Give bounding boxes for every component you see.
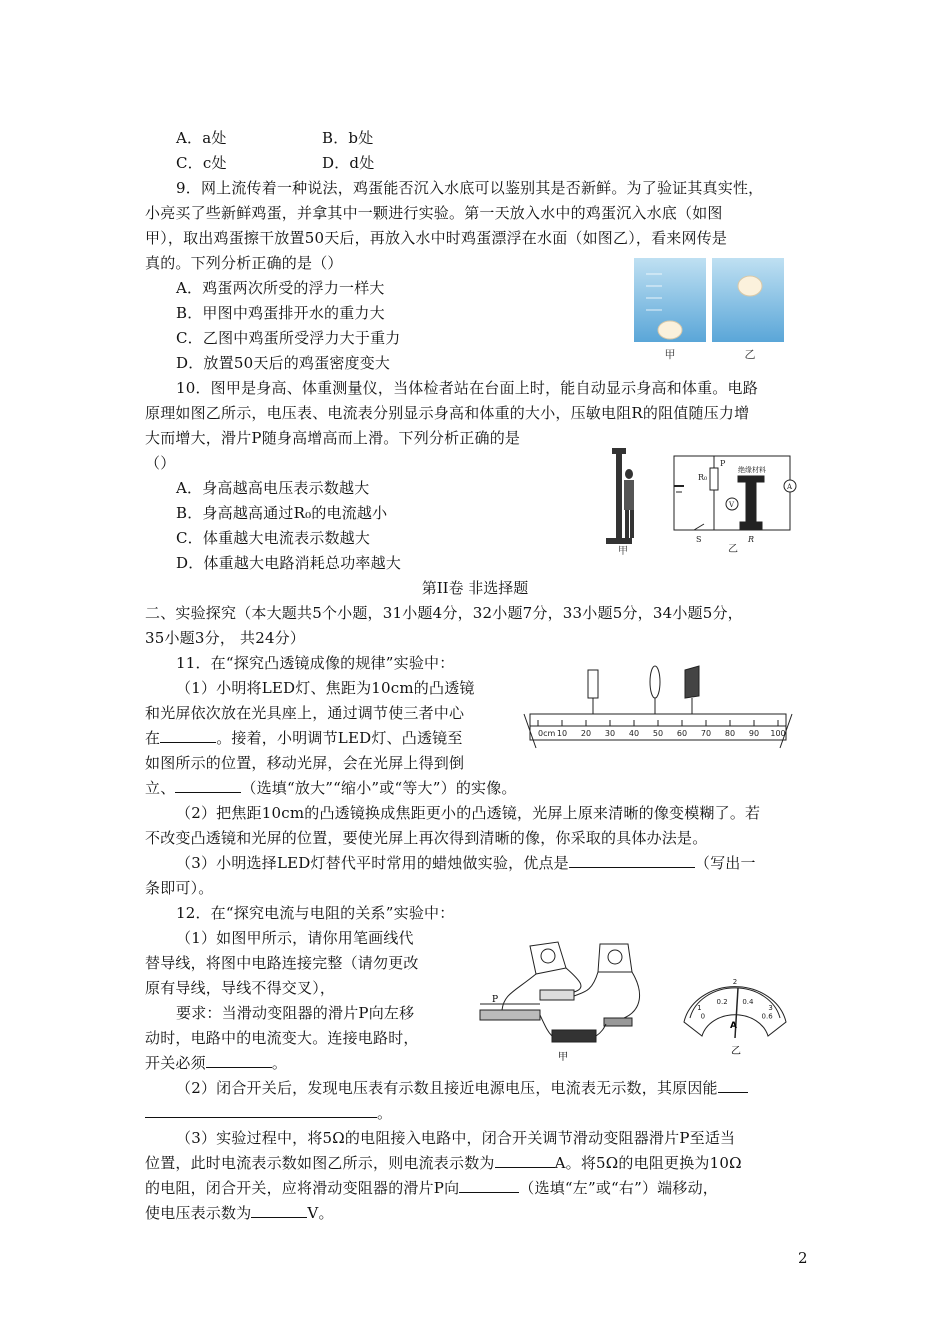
label-a: A: [787, 483, 793, 491]
meter-scale-label: 0.4: [742, 998, 754, 1006]
rheostat-icon: [480, 1010, 540, 1020]
switch-icon: [604, 1018, 632, 1026]
height-weight-circuit-figure: [598, 446, 798, 558]
q10-stem-line: 10．图甲是身高、体重测量仪，当体检者站在台面上时，能自动显示身高和体重。电路: [176, 379, 758, 397]
q12-text: 替导线，将图中电路连接完整（请勿更改: [145, 954, 419, 972]
fig-label-yi: 乙: [744, 348, 756, 361]
ruler-tick-label: 30: [604, 729, 616, 738]
answer-blank[interactable]: [459, 1178, 519, 1193]
q11-text: （2）把焦距10cm的凸透镜换成焦距更小的凸透镜，光屏上原来清晰的像变模糊了。若: [176, 804, 761, 822]
q9-option-a: A．鸡蛋两次所受的浮力一样大: [176, 279, 385, 297]
q10-option-a: A．身高越高电压表示数越大: [176, 479, 370, 497]
q11-text: 在 。接着，小明调节LED灯、凸透镜至: [145, 729, 463, 747]
resistor-icon: [540, 990, 574, 1000]
q12-text: 要求：当滑动变阻器的滑片P向左移: [176, 1004, 415, 1022]
fig-label-jia: 甲: [558, 1052, 568, 1063]
egg-sunk: [658, 321, 682, 339]
ruler-tick-label: 20: [580, 729, 592, 738]
meter-scale-label: 3: [768, 1004, 773, 1013]
q8-option-a: A．a处: [176, 129, 227, 147]
q12-text: 的电阻，闭合开关，应将滑动变阻器的滑片P向 （选填“左”或“右”）端移动，: [145, 1179, 718, 1197]
meter-unit: A: [730, 1021, 737, 1031]
answer-blank[interactable]: [145, 1103, 377, 1118]
q9-stem-line: 9．网上流传着一种说法，鸡蛋能否沉入水底可以鉴别其是否新鲜。为了验证其真实性，: [176, 179, 764, 197]
q12-text: 动时，电路中的电流变大。连接电路时，: [145, 1029, 419, 1047]
section-title: 第II卷 非选择题: [421, 579, 529, 597]
label-s: S: [696, 535, 702, 544]
fig-label-jia: 甲: [664, 348, 676, 361]
ruler-ticks: [538, 720, 786, 738]
q12-text: 使电压表示数为 V。: [145, 1204, 334, 1222]
q11-text: 和光屏依次放在光具座上，通过调节使三者中心: [145, 704, 465, 722]
answer-blank[interactable]: [251, 1203, 307, 1218]
meter-scale-label: 0.2: [716, 998, 728, 1006]
light-screen-icon: [685, 666, 699, 698]
label-insulating-material: 绝缘材料: [738, 466, 766, 474]
fig-label-yi: 乙: [731, 1046, 741, 1057]
ruler-tick-label: 70: [700, 729, 712, 738]
battery-icon: [552, 1030, 596, 1042]
beaker-yi: [712, 258, 784, 342]
answer-blank[interactable]: [569, 853, 695, 868]
answer-blank[interactable]: [160, 728, 216, 743]
q12-text: （3）实验过程中，将5Ω的电阻接入电路中，闭合开关调节滑动变阻器滑片P至适当: [176, 1129, 736, 1147]
q10-option-c: C．体重越大电流表示数越大: [176, 529, 371, 547]
ruler-tick-label: 90: [748, 729, 760, 738]
q9-stem-line: 甲），取出鸡蛋擦干放置50天后，再放入水中时鸡蛋漂浮在水面（如图乙），看来网传是: [145, 229, 728, 247]
page-number: 2: [798, 1249, 808, 1267]
q12-text: 位置，此时电流表示数如图乙所示，则电流表示数为 A。将5Ω的电阻更换为10Ω: [145, 1154, 742, 1172]
q9-stem-line: 真的。下列分析正确的是（）: [145, 254, 343, 272]
ammeter-icon: [598, 944, 632, 972]
q12-stem: 12．在“探究电流与电阻的关系”实验中：: [176, 904, 455, 922]
q9-stem-line: 小亮买了些新鲜鸡蛋，并拿其中一颗进行实验。第一天放入水中的鸡蛋沉入水底（如图: [145, 204, 723, 222]
label-p: P: [720, 459, 726, 468]
circuit-diagram: [674, 456, 796, 530]
q12-text: （2）闭合开关后，发现电压表有示数且接近电源电压，电流表无示数，其原因能: [176, 1078, 748, 1098]
voltmeter-icon: [530, 942, 566, 974]
q10-stem-line: 原理如图乙所示，电压表、电流表分别显示身高和体重的大小，压敏电阻R的阻值随压力增: [145, 404, 750, 422]
answer-blank[interactable]: [718, 1078, 748, 1093]
convex-lens-icon: [650, 666, 660, 698]
q11-text: （3）小明选择LED灯替代平时常用的蜡烛做实验，优点是 （写出一: [176, 854, 756, 872]
q11-text: 不改变凸透镜和光屏的位置，要使光屏上再次得到清晰的像，你采取的具体办法是。: [145, 829, 708, 847]
ruler-tick-label: 40: [628, 729, 640, 738]
experiment-circuit-figure: [474, 932, 660, 1064]
meter-scale-label: 0.6: [761, 1012, 773, 1021]
q11-text: 条即可）。: [145, 879, 214, 897]
svg-text:P: P: [492, 995, 499, 1005]
meter-scale-label: 2: [732, 978, 738, 986]
section-heading: 二、实验探究（本大题共5个小题，31小题4分，32小题7分，33小题5分，34小题5分，: [145, 604, 743, 622]
fig-label-yi: 乙: [728, 544, 738, 555]
q11-text: （1）小明将LED灯、焦距为10cm的凸透镜: [176, 679, 475, 697]
ruler-tick-label: 0cm: [538, 729, 556, 738]
answer-blank[interactable]: [495, 1153, 555, 1168]
q11-text: 立、 （选填“放大”“缩小”或“等大”）的实像。: [145, 779, 517, 797]
q12-text: 开关必须 。: [145, 1054, 288, 1072]
meter-scale-label: 1: [697, 1004, 702, 1013]
q9-option-d: D．放置50天后的鸡蛋密度变大: [176, 354, 391, 372]
ruler-tick-label: 100: [770, 729, 786, 738]
ruler-tick-label: 60: [676, 729, 688, 738]
ruler-tick-label: 50: [652, 729, 664, 738]
ruler-tick-label: 10: [556, 729, 568, 738]
ruler-tick-label: 80: [724, 729, 736, 738]
section-heading: 35小题3分， 共24分）: [145, 629, 306, 647]
label-r0: R₀: [698, 473, 708, 482]
q8-option-b: B．b处: [322, 129, 374, 147]
optical-bench-figure: [522, 662, 794, 754]
measuring-device: [606, 448, 634, 544]
answer-blank[interactable]: [206, 1053, 272, 1068]
q12-text: 原有导线，导线不得交叉），: [145, 979, 336, 997]
q11-stem: 11．在“探究凸透镜成像的规律”实验中：: [176, 654, 455, 672]
fig-label-jia: 甲: [618, 546, 628, 557]
q8-option-d: D．d处: [322, 154, 375, 172]
q11-text: 如图所示的位置，移动光屏，会在光屏上得到倒: [145, 754, 465, 772]
led-light-icon: [588, 670, 598, 698]
answer-blank[interactable]: [175, 778, 241, 793]
label-v: V: [729, 501, 735, 509]
meter-scale-label: 0: [700, 1012, 706, 1021]
q10-option-d: D．体重越大电路消耗总功率越大: [176, 554, 402, 572]
q10-stem-line: 大而增大，滑片P随身高增高而上滑。下列分析正确的是: [145, 429, 521, 447]
egg-beaker-figure: [632, 256, 792, 364]
q10-option-b: B．身高越高通过R₀的电流越小: [176, 504, 388, 522]
q9-option-c: C．乙图中鸡蛋所受浮力大于重力: [176, 329, 401, 347]
q9-option-b: B．甲图中鸡蛋排开水的重力大: [176, 304, 385, 322]
label-r: R: [748, 535, 755, 544]
q8-option-c: C．c处: [176, 154, 227, 172]
egg-floating: [738, 276, 762, 296]
ammeter-dial-figure: [676, 966, 794, 1058]
q12-text: （1）如图甲所示，请你用笔画线代: [176, 929, 414, 947]
q12-text: 。: [145, 1103, 392, 1123]
q10-stem-line: （）: [145, 454, 176, 472]
